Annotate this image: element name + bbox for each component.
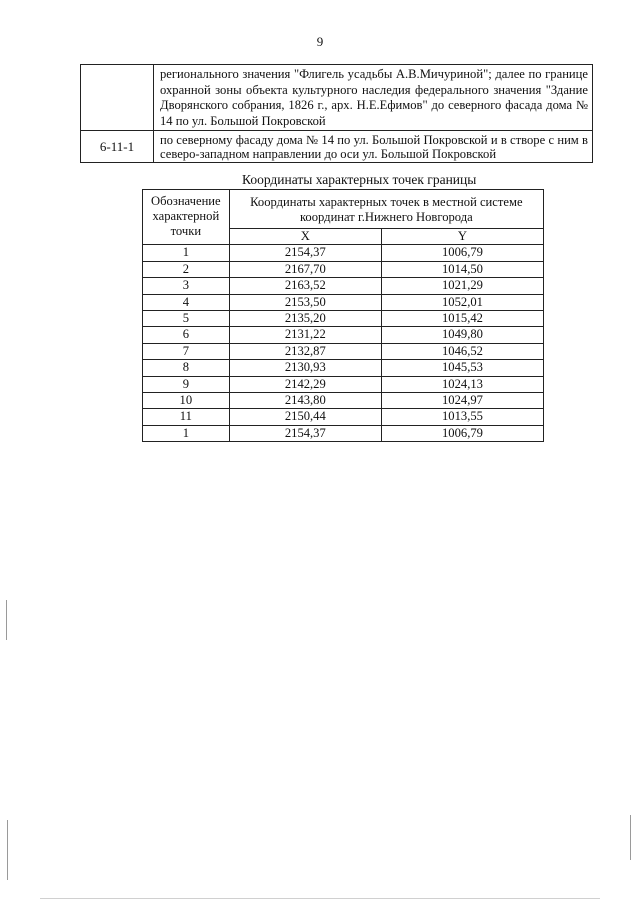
y-value: 1014,50 [381,261,543,277]
x-value: 2132,87 [229,343,381,359]
x-value: 2154,37 [229,245,381,261]
boundary-description-table [80,64,593,163]
page-number: 9 [316,34,324,49]
y-value: 1021,29 [381,278,543,294]
y-value: 1013,55 [381,409,543,425]
table-row [143,409,544,425]
table-row [143,278,544,294]
table-row [81,65,593,131]
x-value: 2131,22 [229,327,381,343]
x-column-header: X [229,229,381,245]
point-number: 4 [143,294,230,310]
point-number: 7 [143,343,230,359]
x-value: 2150,44 [229,409,381,425]
header-row [143,190,544,229]
table-row [81,131,593,163]
point-column-header: Обозначение характерной точки [143,190,230,245]
point-number: 9 [143,376,230,392]
segment-code: 6-11-1 [81,131,154,163]
point-number: 5 [143,311,230,327]
table-row [143,360,544,376]
point-number: 11 [143,409,230,425]
segment-description: регионального значения "Флигель усадьбы А.В.Мичуриной"; далее по границе охранной зоны объекта культурного наследия федерального значения "Здание Дворянского собрания, 1826 г., арх. Н.Е.Ефимов" до северного фасада дома № 14 по ул. Большой Покровской [154,65,593,131]
y-value: 1045,53 [381,360,543,376]
table-row [143,311,544,327]
y-value: 1049,80 [381,327,543,343]
point-number: 1 [143,425,230,441]
table-row [143,327,544,343]
x-value: 2154,37 [229,425,381,441]
y-value: 1015,42 [381,311,543,327]
segment-code [81,65,154,131]
x-value: 2167,70 [229,261,381,277]
point-number: 6 [143,327,230,343]
coordinates-title: Координаты характерных точек границы [242,172,477,187]
y-value: 1024,97 [381,393,543,409]
coordinates-body [143,245,544,442]
table-row [143,425,544,441]
y-value: 1006,79 [381,425,543,441]
point-number: 8 [143,360,230,376]
x-value: 2135,20 [229,311,381,327]
x-value: 2130,93 [229,360,381,376]
table-row [143,245,544,261]
x-value: 2163,52 [229,278,381,294]
x-value: 2142,29 [229,376,381,392]
point-number: 3 [143,278,230,294]
table-row [143,294,544,310]
x-value: 2143,80 [229,393,381,409]
coordinates-table [142,189,544,442]
table-row [143,261,544,277]
point-number: 1 [143,245,230,261]
segment-description: по северному фасаду дома № 14 по ул. Большой Покровской и в створе с ним в северо-западном направлении до оси ул. Большой Покровской [154,131,593,163]
y-value: 1052,01 [381,294,543,310]
y-value: 1006,79 [381,245,543,261]
table-row [143,343,544,359]
point-number: 10 [143,393,230,409]
y-value: 1024,13 [381,376,543,392]
point-number: 2 [143,261,230,277]
table-row [143,393,544,409]
x-value: 2153,50 [229,294,381,310]
table-row [143,376,544,392]
y-column-header: Y [381,229,543,245]
coordinates-group-header: Координаты характерных точек в местной системе координат г.Нижнего Новгорода [229,190,543,229]
y-value: 1046,52 [381,343,543,359]
